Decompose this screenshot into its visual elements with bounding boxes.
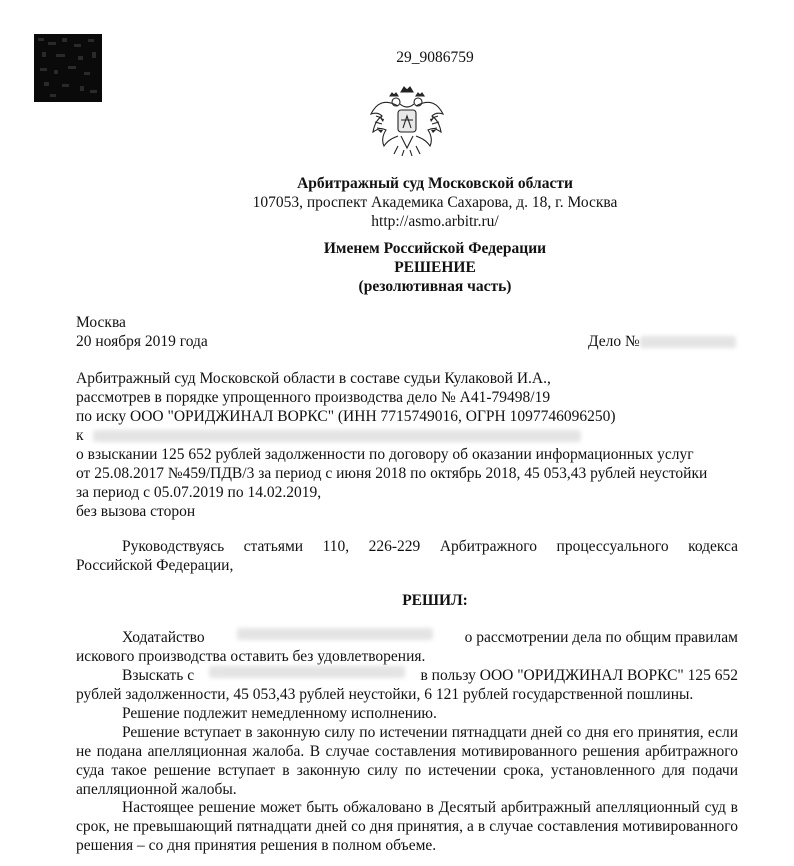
intro-defendant-prefix: к <box>76 427 84 444</box>
body-p2-line-1 <box>122 666 738 685</box>
header-federation: Именем Российской Федерации <box>323 240 547 257</box>
intro-line-8: без вызова сторон <box>76 503 196 520</box>
intro-line-4 <box>76 426 581 445</box>
intro-line-6: от 25.08.2017 №459/ПДВ/3 за период с июня 2018 по октябрь 2018, 45 053,43 рублей неустойки <box>76 465 708 482</box>
body-p2-line-2: рублей задолженности, 45 053,43 рублей неустойки, 6 121 рублей государственной пошлины. <box>76 686 694 703</box>
p1-petition-label: Ходатайство <box>122 629 205 646</box>
guided-line-2: Российской Федерации, <box>76 557 234 574</box>
header-resolutive: (резолютивная часть) <box>358 278 512 295</box>
case-number <box>588 332 736 351</box>
coat-of-arms-emblem <box>368 84 446 160</box>
body-p1-line-1 <box>122 628 738 647</box>
p1-petition-text: о рассмотрении дела по общим правилам <box>464 629 738 646</box>
intro-line-7: за период с 05.07.2019 по 14.02.2019, <box>76 484 322 501</box>
redacted-debtor <box>209 666 405 678</box>
case-label: Дело № <box>588 333 640 350</box>
qr-code-pattern <box>34 34 102 102</box>
body-p3: Решение подлежит немедленному исполнению. <box>122 705 437 722</box>
court-address: 107053, проспект Академика Сахарова, д. 18, г. Москва <box>252 194 618 211</box>
redacted-petitioner <box>237 628 433 640</box>
body-p1-line-2: искового производства оставить без удовлетворения. <box>76 648 426 665</box>
intro-line-2: рассмотрев в порядке упрощенного производства дело № А41-79498/19 <box>76 389 551 406</box>
header-decision: РЕШЕНИЕ <box>394 259 476 276</box>
intro-line-5: о взыскании 125 652 рублей задолженности по договору об оказании информационных услуг <box>76 446 694 463</box>
place: Москва <box>76 314 126 331</box>
redacted-case-number <box>640 336 736 348</box>
redacted-defendant <box>93 430 581 442</box>
intro-line-3: по иску ООО "ОРИДЖИНАЛ ВОРКС" (ИНН 7715749016, ОГРН 1097746096250) <box>76 408 616 425</box>
p2-collect-label: Взыскать с <box>122 667 195 684</box>
body-p5: Настоящее решение может быть обжаловано в Десятый арбитражный апелляционный суд в срок, не превышающий пятнадцати дней со дня принятия, а в случае составления мотивированного решения – со дня принятия решения в полном объеме. <box>76 799 738 854</box>
qr-code <box>34 34 102 102</box>
document-id: 29_9086759 <box>396 49 474 66</box>
body-p4: Решение вступает в законную силу по истечении пятнадцати дней со дня его принятия, если не подана апелляционная жалоба. В случае составления мотивированного решения арбитражного суда такое решение вступает в законную силу по истечении срока, установленного для подачи апелляционной жалобы. <box>76 724 738 798</box>
guided-line-1: Руководствуясь статьями 110, 226-229 Арбитражного процессуального кодекса <box>122 538 738 555</box>
decided-heading: РЕШИЛ: <box>402 592 468 609</box>
intro-line-1: Арбитражный суд Московской области в составе судьи Кулаковой И.А., <box>76 370 551 387</box>
date: 20 ноября 2019 года <box>76 333 208 350</box>
p2-collect-text: в пользу ООО "ОРИДЖИНАЛ ВОРКС" 125 652 <box>420 667 738 684</box>
court-name: Арбитражный суд Московской области <box>297 175 573 192</box>
court-website: http://asmo.arbitr.ru/ <box>371 213 499 230</box>
